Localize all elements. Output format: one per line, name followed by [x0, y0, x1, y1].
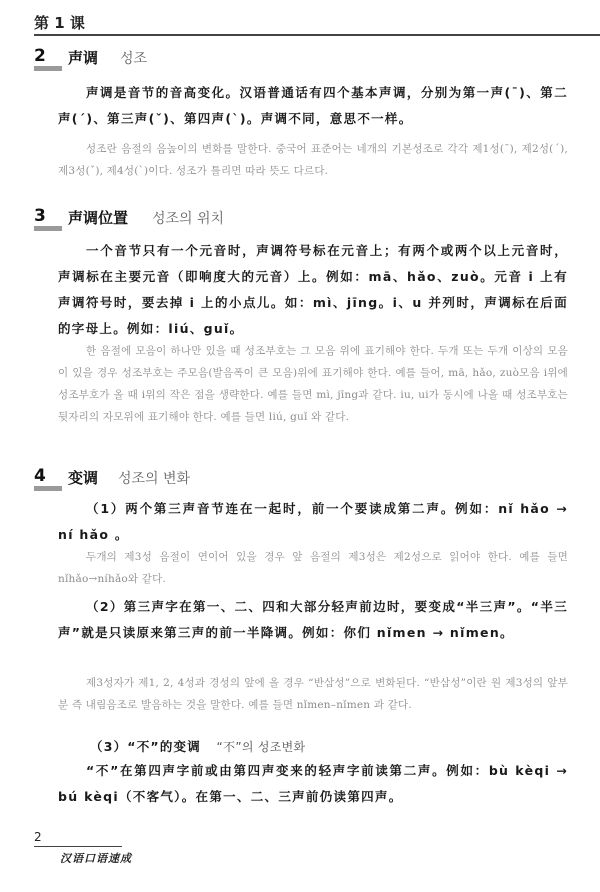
- section-title: 声调位置: [68, 209, 129, 227]
- rule-1-chinese: （1）两个第三声音节连在一起时，前一个要读成第二声。例如：nǐ hǎo → ní hǎo 。: [58, 501, 568, 542]
- section-title-korean: 성조의 위치: [152, 211, 225, 227]
- section-number-bar: [34, 66, 62, 71]
- section-number: 2: [34, 46, 46, 66]
- rule-1-korean: 두개의 제3성 음절이 연이어 있을 경우 앞 음절의 제3성은 제2성으로 읽어야 한다. 예를 들면 nǐhǎo→níhǎo와 같다.: [58, 551, 568, 585]
- lesson-label: 第 1 课: [34, 14, 85, 32]
- rule-3-heading: [90, 734, 570, 760]
- section-3-korean-text: 한 음절에 모음이 하나만 있을 때 성조부호는 그 모음 위에 표기해야 한다. 두개 또는 두개 이상의 모음이 있을 경우 성조부호는 주모음(발음폭이 큰 모음)위에 표기해야 한다. 예를 들어, mā, hǎo, zuò모음 i위에 성조부호가 올 때 i위의 작은 점을 생략한다. 예를 들면 mì, jīng과 같다. iu, ui가 동시에 나올 때 성조부호는 뒷자리의 자모위에 표기해야 한다. 예를 들면 liú, guǐ 와 같다.: [58, 345, 568, 423]
- rule-3-title-chinese: （3）“不”的变调: [90, 739, 201, 754]
- section-title-korean: 성조: [120, 51, 148, 67]
- rule-2-chinese: （2）第三声字在第一、二、四和大部分轻声前边时，要变成“半三声”。“半三声”就是只读原来第三声的前一半降调。例如：你们 nǐmen → nǐmen。: [58, 599, 568, 640]
- section-2-heading: [34, 46, 554, 70]
- lesson-header: [34, 10, 600, 34]
- book-title: 汉语口语速成: [60, 852, 132, 865]
- rule-3-chinese: “不”在第四声字前或由第四声变来的轻声字前读第二声。例如：bù kèqi → bú kèqi（不客气）。在第一、二、三声前仍读第四声。: [58, 763, 568, 804]
- page-number: 2: [34, 830, 42, 844]
- section-4-heading: [34, 466, 554, 490]
- section-number: 4: [34, 466, 46, 486]
- section-number-bar: [34, 486, 62, 491]
- section-title: 变调: [68, 469, 99, 487]
- rule-3-title-korean: “不”의 성조변화: [216, 740, 306, 754]
- section-2-chinese-text: 声调是音节的音高变化。汉语普通话有四个基本声调，分别为第一声(ˉ)、第二声(ˊ)、第三声(ˇ)、第四声(ˋ)。声调不同，意思不一样。: [58, 85, 568, 126]
- footer-rule: [34, 846, 122, 847]
- section-3-chinese-text: 一个音节只有一个元音时，声调符号标在元音上；有两个或两个以上元音时，声调标在主要元音（即响度大的元音）上。例如：mā、hǎo、zuò。元音 i 上有声调符号时，要去掉 i 上的小点儿。如：mì、jīng。i、u 并列时，声调标在后面的字母上。例如：liú、guǐ。: [58, 243, 568, 336]
- rule-2-korean: 제3성자가 제1, 2, 4성과 경성의 앞에 올 경우 “반삼성”으로 변화된다. “반삼성”이란 원 제3성의 앞부분 즉 내림음조로 발음하는 것을 말한다. 예를 들면 nǐmen–nǐmen 과 같다.: [58, 677, 568, 711]
- section-title-korean: 성조의 변화: [118, 471, 191, 487]
- section-title: 声调: [68, 49, 99, 67]
- section-number: 3: [34, 206, 46, 226]
- section-3-heading: [34, 206, 554, 230]
- header-rule: [34, 34, 600, 36]
- section-number-bar: [34, 226, 62, 231]
- section-2-korean-text: 성조란 음절의 음높이의 변화를 말한다. 중국어 표준어는 네개의 기본성조로 각각 제1성(ˉ), 제2성(ˊ), 제3성(ˇ), 제4성(ˋ)이다. 성조가 틀리면 따라 뜻도 다르다.: [58, 143, 568, 177]
